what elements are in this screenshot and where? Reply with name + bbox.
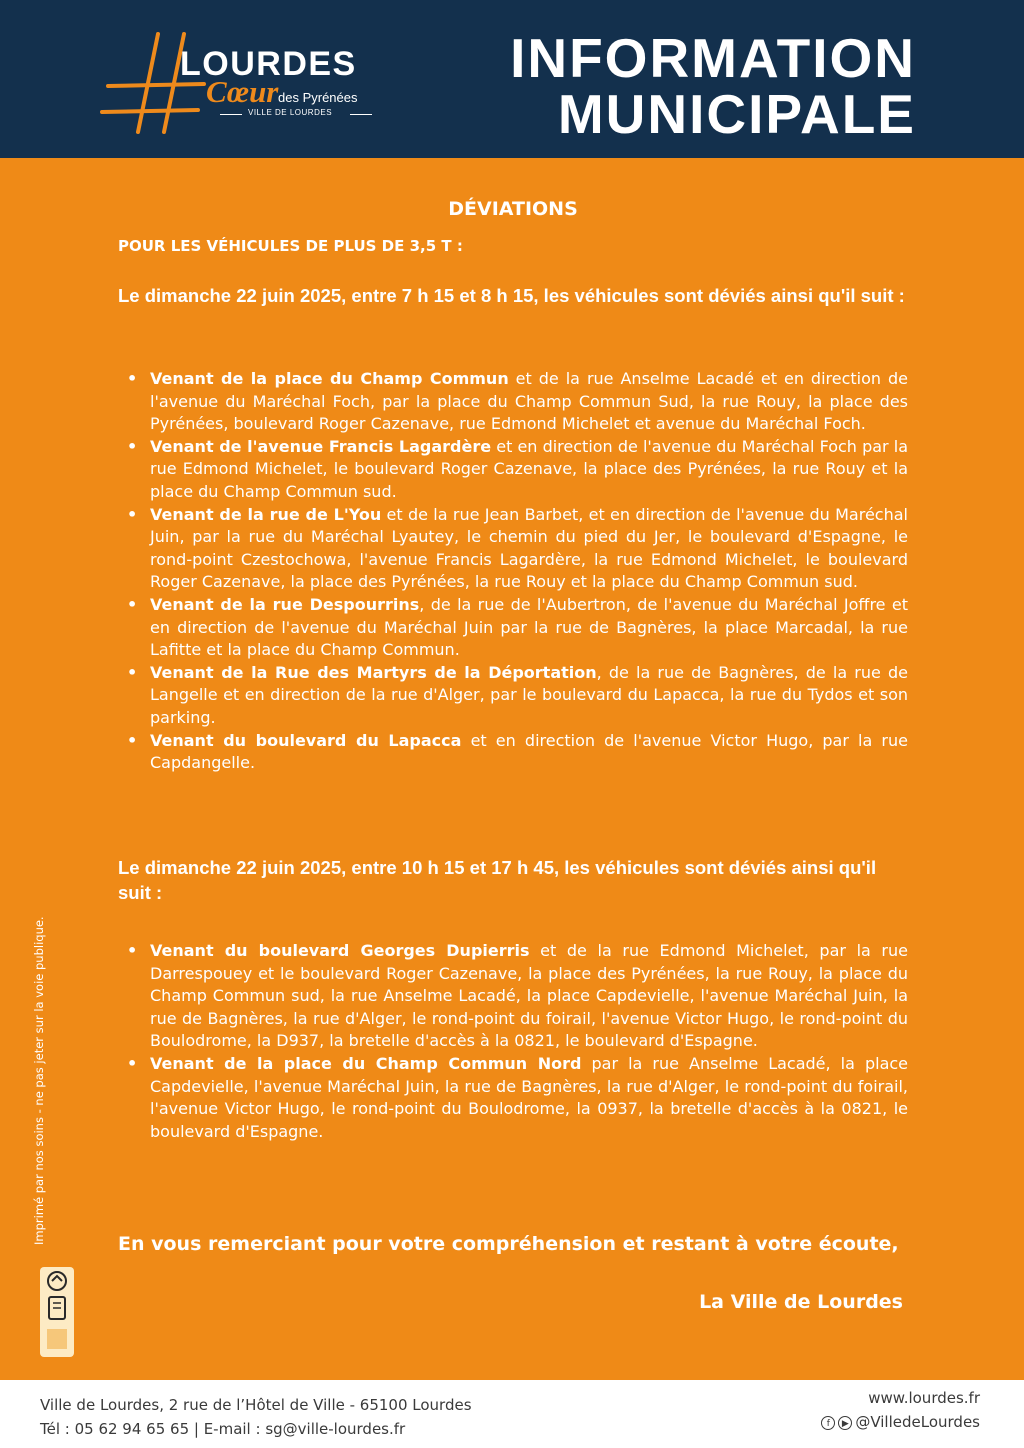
footer-contact (40, 1393, 472, 1441)
logo-divider (220, 114, 242, 115)
facebook-icon[interactable]: f (821, 1416, 835, 1430)
page-title (510, 27, 916, 145)
list-item (150, 504, 908, 594)
item-text: et de la rue Edmond Michelet, par la rue Darrespouey et le boulevard Roger Cazenave, la place des Pyrénées, la rue Rouy, la place du Champ Commun sud, la rue Anselme Lacadé, la place Capdevielle, l'avenue Maréchal Juin, la rue de Bagnères, la rue d'Alger, le rond-point du foirail, l'avenue Victor Hugo, le rond-point du Boulodrome, la D937, la bretelle d'accès à la 0821, le boulevard d'Espagne. (150, 941, 908, 1051)
item-text: , de la rue de Bagnères, de la rue de Langelle et en direction de la rue d'Alger, par le boulevard du Lapacca, la rue du Tydos et son parking. (150, 662, 908, 727)
logo-script: Cœur (206, 74, 279, 109)
item-text: et en direction de l'avenue Victor Hugo, par la rue Capdangelle. (150, 730, 908, 773)
deviation-list-2 (118, 940, 908, 1143)
closing-text: En vous remerciant pour votre compréhension et restant à votre écoute, (118, 1233, 899, 1255)
item-text: et de la rue Jean Barbet, et en direction de l'avenue du Maréchal Juin, par la rue du Maréchal Lyautey, le chemin du pied du Jer, le boulevard d'Espagne, le rond-point Czestochowa, l'avenue Francis Lagardère, la rue Edmond Michelet, le boulevard Roger Cazenave, la place des Pyrénées, la rue Rouy et la place du Champ Commun sud. (150, 504, 908, 592)
item-lead: Venant de la rue Despourrins (150, 594, 420, 614)
list-item (150, 436, 908, 504)
eco-label-badge (40, 1267, 74, 1357)
section-subheading: POUR LES VÉHICULES DE PLUS DE 3,5 T : (118, 237, 463, 255)
item-lead: Venant du boulevard Georges Dupierris (150, 941, 530, 960)
item-lead: Venant du boulevard du Lapacca (150, 730, 462, 750)
title-line-1: INFORMATION (510, 27, 916, 89)
print-notice: Imprimé par nos soins - ne pas jeter sur la voie publique. (32, 916, 46, 1245)
item-lead: Venant de la rue de L'You (150, 504, 382, 524)
header (0, 0, 1024, 158)
item-lead: Venant de la place du Champ Commun (150, 369, 509, 388)
footer-address: Ville de Lourdes, 2 rue de l’Hôtel de Ville - 65100 Lourdes (40, 1396, 472, 1414)
social-handle[interactable]: @VilledeLourdes (855, 1413, 980, 1431)
website-link[interactable]: www.lourdes.fr (868, 1389, 980, 1407)
list-item (150, 594, 908, 662)
section-heading: DÉVIATIONS (448, 198, 578, 220)
list-item (150, 662, 908, 730)
logo-divider (350, 114, 372, 115)
signature: La Ville de Lourdes (699, 1291, 903, 1313)
deviation-list-1 (118, 368, 908, 775)
list-item (150, 1053, 908, 1143)
item-text: et en direction de l'avenue du Maréchal Foch par la rue Edmond Michelet, le boulevard Roger Cazenave, la place des Pyrénées, la rue Rouy et la place du Champ Commun sud. (150, 436, 908, 501)
footer-phone-email: Tél : 05 62 94 65 65 | E-mail : sg@ville-lourdes.fr (40, 1420, 406, 1438)
youtube-icon[interactable]: ▶ (838, 1416, 852, 1430)
item-text: et de la rue Anselme Lacadé et en direction de l'avenue du Maréchal Foch, par la place du Champ Commun Sud, la rue Rouy, la place des Pyrénées, boulevard Roger Cazenave, rue Edmond Michelet et avenue du Maréchal Foch. (150, 369, 909, 434)
item-text: , de la rue de l'Aubertron, de l'avenue du Maréchal Joffre et en direction de l'avenue du Maréchal Juin par la rue de Bagnères, la place Marcadal, la rue Lafitte et la place du Champ Commun. (150, 594, 908, 660)
logo-sub: VILLE DE LOURDES (248, 108, 333, 117)
logo-name: LOURDES (180, 45, 357, 83)
logo-tagline: des Pyrénées (278, 90, 358, 105)
item-lead: Venant de la place du Champ Commun Nord (150, 1053, 582, 1073)
footer-web (821, 1386, 980, 1434)
list-item (150, 940, 908, 1053)
date-intro-1: Le dimanche 22 juin 2025, entre 7 h 15 et 8 h 15, les véhicules sont déviés ainsi qu'il suit : (118, 285, 905, 306)
recycle-icon (40, 1267, 74, 1357)
title-line-2: MUNICIPALE (557, 83, 916, 145)
social-row (821, 1410, 980, 1434)
item-text: par la rue Anselme Lacadé, la place Capdevielle, l'avenue Maréchal Juin, la rue de Bagnères, la rue d'Alger, le rond-point du foirail, l'avenue Victor Hugo, le rond-point du Boulodrome, la 0937, la bretelle d'accès à la 0821, le boulevard d'Espagne. (150, 1053, 909, 1141)
item-lead: Venant de la Rue des Martyrs de la Déportation (150, 662, 597, 682)
lourdes-logo (100, 28, 420, 128)
list-item (150, 730, 908, 775)
list-item (150, 368, 908, 436)
date-intro-2: Le dimanche 22 juin 2025, entre 10 h 15 et 17 h 45, les véhicules sont déviés ainsi qu'il suit : (118, 857, 877, 903)
item-lead: Venant de l'avenue Francis Lagardère (150, 436, 492, 456)
